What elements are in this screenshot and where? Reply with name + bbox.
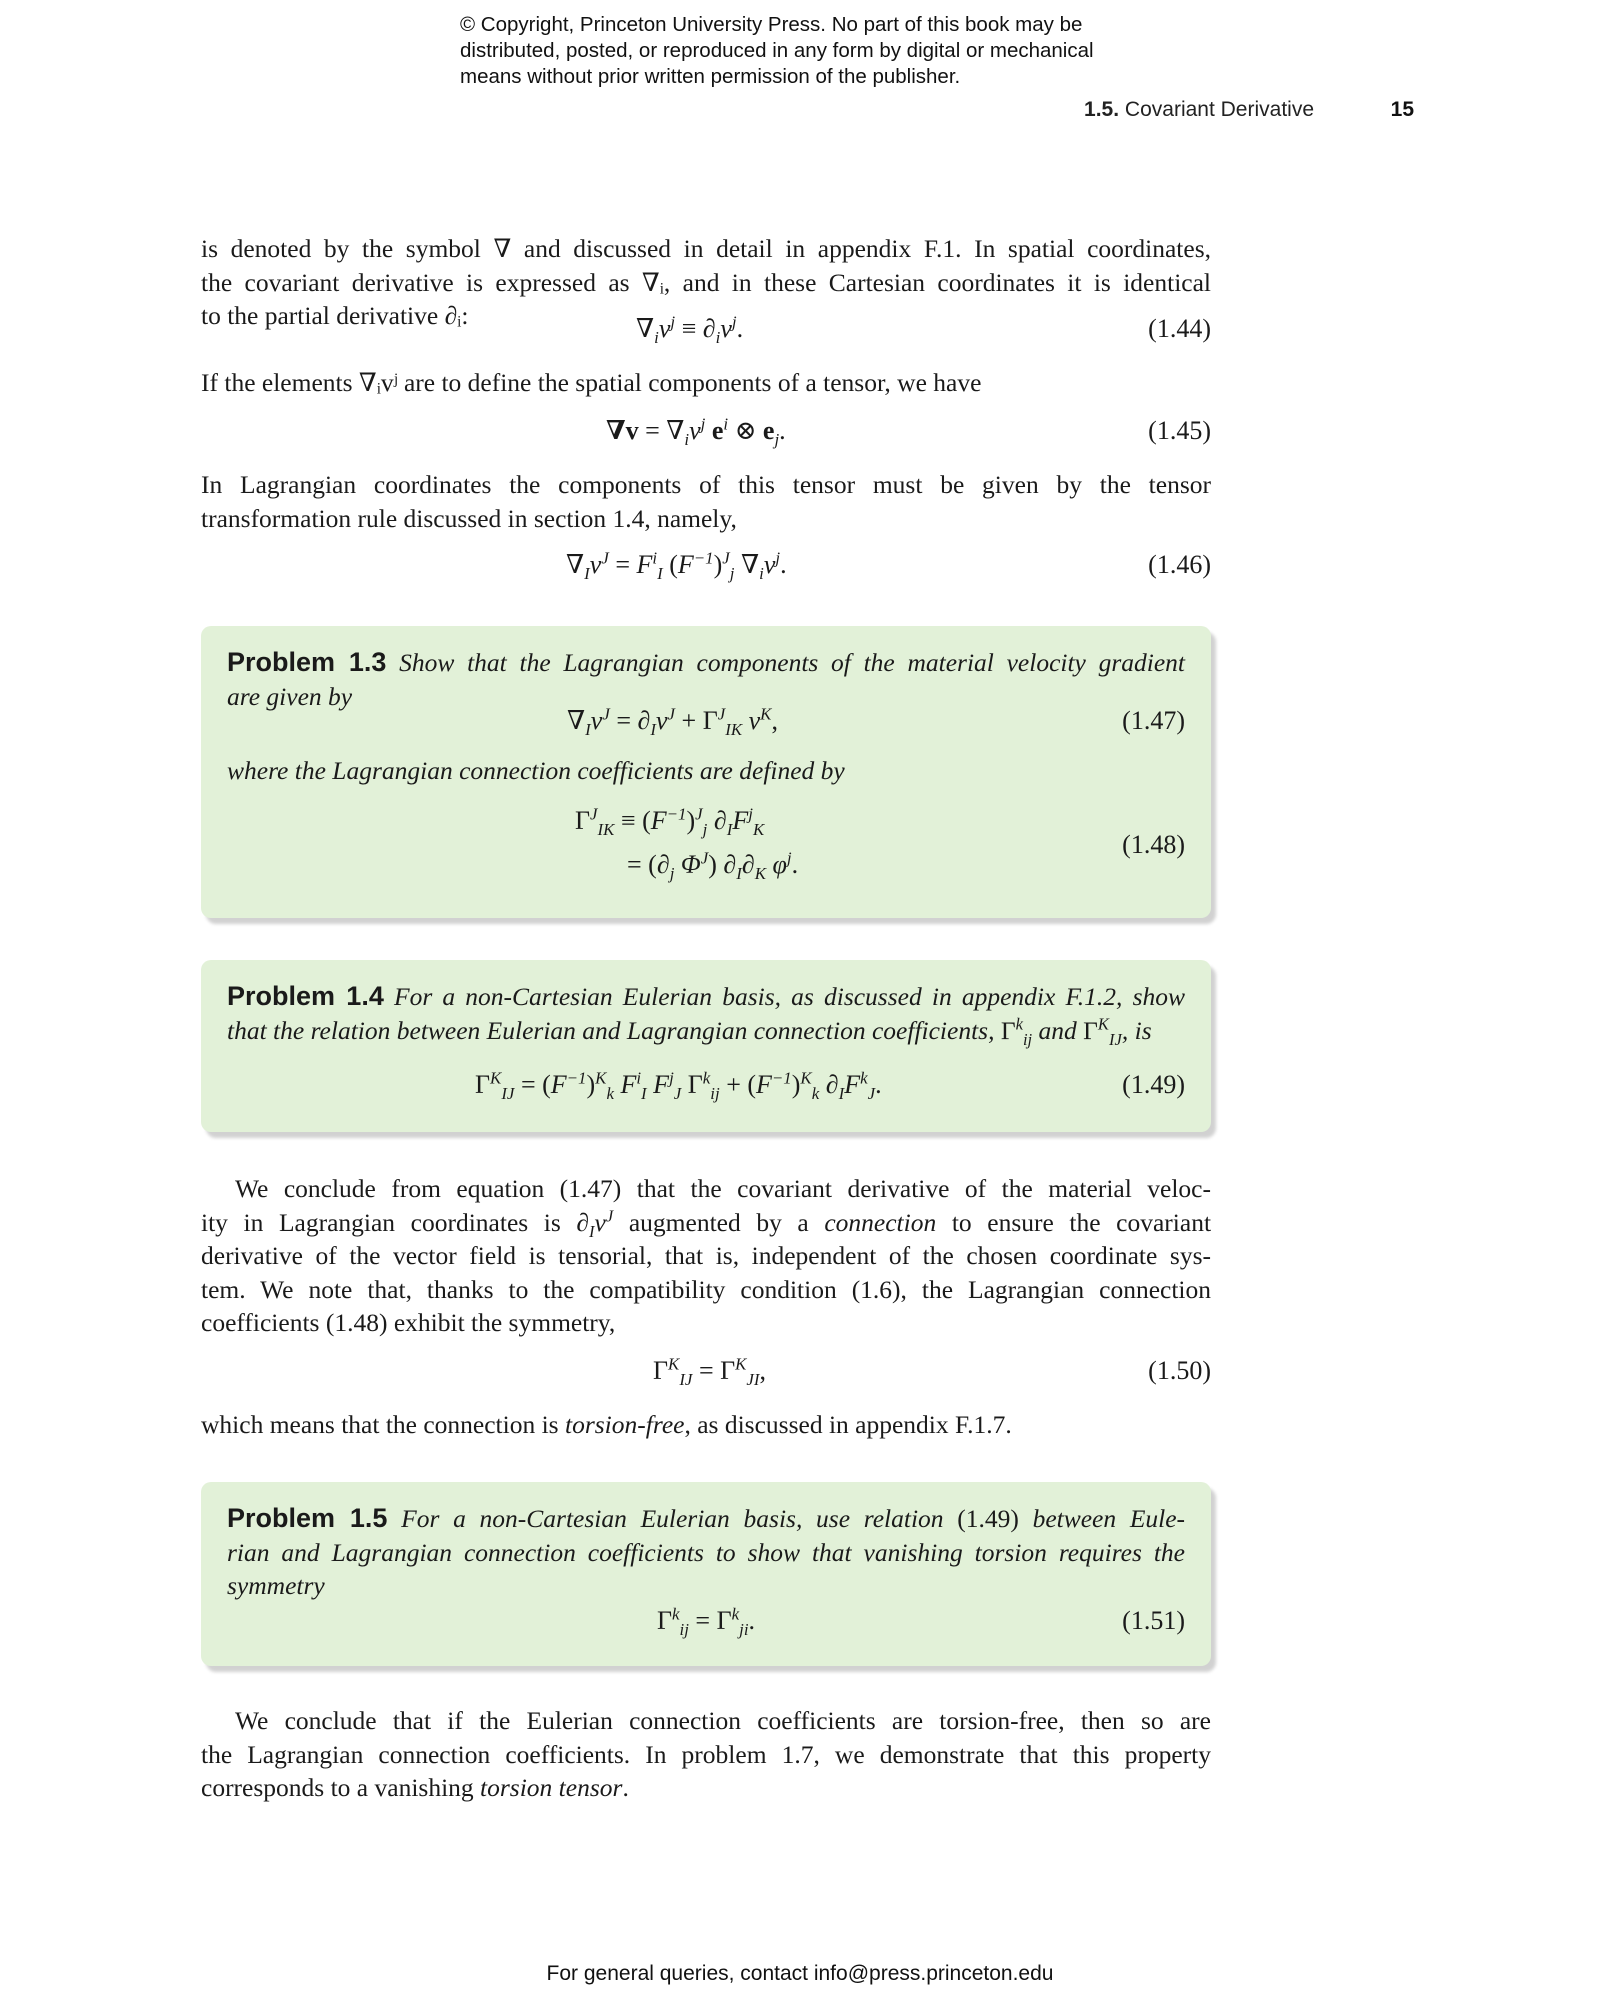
equation-body: $\nabla_Iv^J = F^i_I$ $(F^{-1})^J_j$ $\nabla_iv^j$.	[566, 548, 787, 584]
equation-number: (1.47)	[1122, 706, 1185, 735]
equation-number: (1.51)	[1122, 1606, 1185, 1635]
problem-title: Problem 1.4	[227, 981, 384, 1011]
problem-text: Problem 1.4 For a non-Cartesian Eulerian basis, as discussed in appendix F.1.2, show that the relation between Eulerian and Lagrangian connection coefficients, $\Gamma^k_{ij}$ and $\Gamma^K_{IJ}$, is	[227, 981, 1185, 1049]
running-head	[1084, 98, 1314, 122]
equation-body: $\Gamma^K_{IJ} = (F^{-1})^K_k$ $F^i_I$ $F^j_J$ $\Gamma^k_{ij} + (F^{-1})^K_k$ $\partial_IF^k_J$.	[475, 1068, 882, 1104]
text-line: rian and Lagrangian connection coefficients to show that vanishing torsion requires the	[227, 1537, 1185, 1567]
text-line: ity in Lagrangian coordinates is $\partial_Iv^J$ augmented by a connection to ensure the covariant	[201, 1206, 1212, 1241]
copyright-line: means without prior written permission of the publisher.	[460, 65, 961, 88]
text-line: tem. We note that, thanks to the compatibility condition (1.6), the Lagrangian connection	[201, 1274, 1211, 1304]
text-line: symmetry	[227, 1571, 325, 1600]
text-line: to the partial derivative ∂ᵢ:	[201, 301, 469, 330]
equation-number: (1.50)	[1148, 1356, 1211, 1385]
text-line: which means that the connection is torsion-free, as discussed in appendix F.1.7.	[201, 1410, 1012, 1439]
text-line: transformation rule discussed in section 1.4, namely,	[201, 503, 737, 533]
equation-1-45	[201, 416, 1211, 456]
text-line: the Lagrangian connection coefficients. In problem 1.7, we demonstrate that this property	[201, 1739, 1211, 1769]
text-line: Show that the Lagrangian components of the material velocity gradient	[399, 648, 1185, 677]
equation-1-47	[227, 706, 1185, 746]
text-line: the covariant derivative is expressed as ∇ᵢ, and in these Cartesian coordinates it is identical	[201, 267, 1211, 297]
paragraph	[201, 468, 1211, 535]
copyright-line: © Copyright, Princeton University Press. No part of this book may be	[460, 13, 1083, 36]
problem-text	[227, 646, 1185, 713]
equation-1-44	[201, 314, 1211, 354]
problem-title: Problem 1.3	[227, 647, 387, 677]
section-title: Covariant Derivative	[1124, 98, 1314, 121]
text-line: In Lagrangian coordinates the components of this tensor must be given by the tensor	[201, 470, 1211, 499]
copyright-line: distributed, posted, or reproduced in any form by digital or mechanical	[460, 39, 1094, 62]
equation-number: (1.45)	[1148, 416, 1211, 445]
paragraph	[201, 366, 1211, 400]
problem-box-1-5	[201, 1482, 1211, 1666]
problem-text	[227, 754, 1185, 788]
equation-1-48-number	[227, 830, 1185, 870]
equation-body: $\Gamma^k_{ij} = \Gamma^k_{ji}$.	[657, 1604, 756, 1640]
page-number: 15	[1390, 98, 1414, 121]
equation-number: (1.46)	[1148, 550, 1211, 579]
equation-body: $\Gamma^K_{IJ} = \Gamma^K_{JI}$,	[653, 1354, 767, 1390]
paragraph	[201, 1172, 1211, 1340]
equation-1-49	[227, 1070, 1185, 1110]
equation-number: (1.49)	[1122, 1070, 1185, 1099]
text-line: is denoted by the symbol ∇ and discussed in detail in appendix F.1. In spatial coordinates,	[201, 234, 1211, 263]
text-line: derivative of the vector field is tensorial, that is, independent of the chosen coordinate sys-	[201, 1241, 1211, 1270]
footer-contact: For general queries, contact info@press.princeton.edu	[546, 1962, 1054, 1985]
equation-1-46	[201, 550, 1211, 590]
section-number: 1.5.	[1084, 98, 1120, 121]
text-line: For a non-Cartesian Eulerian basis, as discussed in appendix F.1.2, show	[394, 982, 1185, 1011]
text-line: corresponds to a vanishing torsion tensor.	[201, 1773, 629, 1802]
paragraph	[201, 1408, 1211, 1442]
text-line: coefficients (1.48) exhibit the symmetry,	[201, 1308, 616, 1337]
equation-1-50	[201, 1356, 1211, 1396]
equation-body: $\nabla_iv^j \equiv \partial_iv^j$.	[636, 312, 744, 348]
text-line: that the relation between Eulerian and Lagrangian connection coefficients,	[227, 1015, 995, 1045]
problem-title: Problem 1.5	[227, 1503, 388, 1533]
text-line: We conclude from equation (1.47) that the covariant derivative of the material veloc-	[235, 1174, 1211, 1203]
equation-1-51	[227, 1606, 1185, 1646]
equation-body: $\Gamma^J_{IK} \equiv (F^{-1})^J_j$ $\partial_IF^j_K$	[575, 804, 765, 840]
text-line: If the elements ∇ᵢvʲ are to define the spatial components of a tensor, we have	[201, 368, 982, 397]
text-line: where the Lagrangian connection coefficients are defined by	[227, 756, 845, 785]
problem-box-1-3	[201, 626, 1211, 918]
paragraph	[201, 1704, 1211, 1805]
problem-box-1-4	[201, 960, 1211, 1132]
text-line: are given by	[227, 681, 353, 711]
equation-number: (1.44)	[1148, 314, 1211, 343]
text-line: We conclude that if the Eulerian connection coefficients are torsion-free, then so are	[235, 1706, 1211, 1735]
copyright-notice	[460, 12, 1220, 90]
equation-body: $\nabla_Iv^J = \partial_Iv^J + \Gamma^J_{IK}$ $v^K$,	[567, 704, 778, 740]
equation-body: $\nabla v = \nabla_iv^j$ $e^i$ ⊗ $e_j$.	[606, 414, 786, 450]
problem-text: Problem 1.5 For a non-Cartesian Eulerian basis, use relation (1.49) between Eule- rian and Lagrangian connection coefficients to show that vanishing torsion requires the symmetry	[227, 1502, 1185, 1603]
equation-body: = ($\partial_j$ $\Phi^J$) $\partial_I\partial_K$ $\varphi^j$.	[627, 848, 799, 884]
equation-number: (1.48)	[1122, 830, 1185, 859]
